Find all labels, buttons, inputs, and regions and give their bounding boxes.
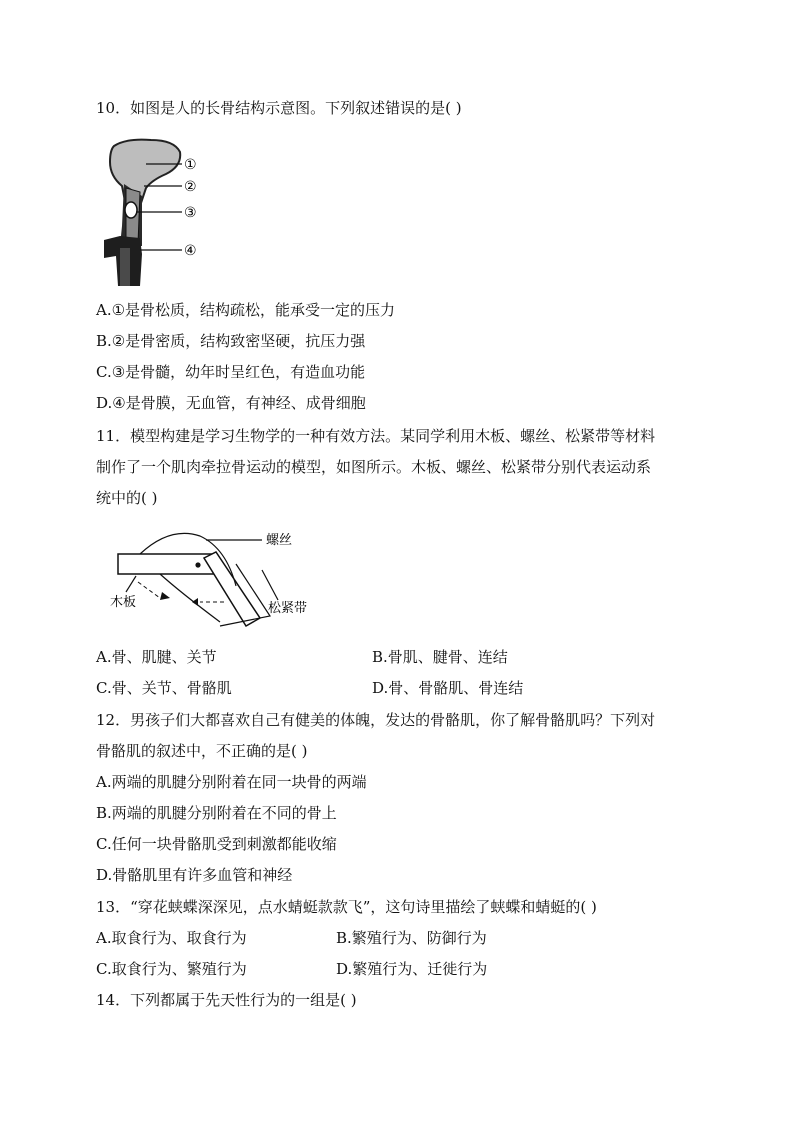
screw-dot — [195, 562, 200, 567]
bone-head — [110, 140, 180, 206]
q12-option-a: A.两端的肌腱分别附着在同一块骨的两端 — [96, 773, 367, 791]
q12-stem-line1: 12．男孩子们大都喜欢自己有健美的体魄，发达的骨骼肌，你了解骨骼肌吗？下列对 — [96, 711, 656, 729]
q10-option-d: D.④是骨膜，无血管，有神经、成骨细胞 — [96, 394, 366, 412]
q13-option-a: A.取食行为、取食行为 — [96, 929, 247, 947]
q11-stem-line2: 制作了一个肌肉牵拉骨运动的模型，如图所示。木板、螺丝、松紧带分别代表运动系 — [96, 458, 652, 476]
q13-stem: 13．“穿花蛱蝶深深见，点水蜻蜓款款飞”，这句诗里描绘了蛱蝶和蜻蜓的( ) — [96, 898, 597, 916]
label-board: 木板 — [110, 595, 137, 610]
label-1: ① — [184, 157, 197, 173]
label-3: ③ — [184, 205, 197, 221]
q12-option-d: D.骨骼肌里有许多血管和神经 — [96, 866, 293, 884]
q12-option-c: C.任何一块骨骼肌受到刺激都能收缩 — [96, 835, 337, 853]
q11-option-b: B.骨肌、腱骨、连结 — [372, 648, 508, 666]
board-tilted — [204, 552, 260, 626]
arrow-left-icon — [192, 598, 198, 606]
label-screw: 螺丝 — [266, 533, 293, 548]
q13-option-b: B.繁殖行为、防御行为 — [336, 929, 487, 947]
arrow-icon — [160, 592, 170, 600]
q11-option-c: C.骨、关节、骨骼肌 — [96, 679, 232, 697]
muscle-model-figure — [100, 522, 340, 634]
label-band: 松紧带 — [268, 601, 308, 616]
q13-option-d: D.繁殖行为、迁徙行为 — [336, 960, 488, 978]
q11-option-a: A.骨、肌腱、关节 — [96, 648, 217, 666]
q11-option-d: D.骨、骨骼肌、骨连结 — [372, 679, 524, 697]
q11-stem-line1: 11．模型构建是学习生物学的一种有效方法。某同学利用木板、螺丝、松紧带等材料 — [96, 427, 656, 445]
q10-option-a: A.①是骨松质，结构疏松，能承受一定的压力 — [96, 301, 396, 319]
q10-stem: 10．如图是人的长骨结构示意图。下列叙述错误的是( ) — [96, 99, 462, 117]
q13-option-c: C.取食行为、繁殖行为 — [96, 960, 247, 978]
q10-option-c: C.③是骨髓，幼年时呈红色，有造血功能 — [96, 363, 366, 381]
q12-option-b: B.两端的肌腱分别附着在不同的骨上 — [96, 804, 337, 822]
label-4: ④ — [184, 243, 197, 259]
q10-option-b: B.②是骨密质，结构致密坚硬，抗压力强 — [96, 332, 366, 350]
q14-stem: 14．下列都属于先天性行为的一组是( ) — [96, 991, 357, 1009]
periosteum-flap — [120, 248, 130, 286]
marrow-spot — [125, 202, 137, 218]
q12-stem-line2: 骨骼肌的叙述中，不正确的是( ) — [96, 742, 308, 760]
label-2: ② — [184, 179, 197, 195]
q11-stem-line3: 统中的( ) — [96, 489, 158, 507]
long-bone-figure — [96, 136, 206, 288]
